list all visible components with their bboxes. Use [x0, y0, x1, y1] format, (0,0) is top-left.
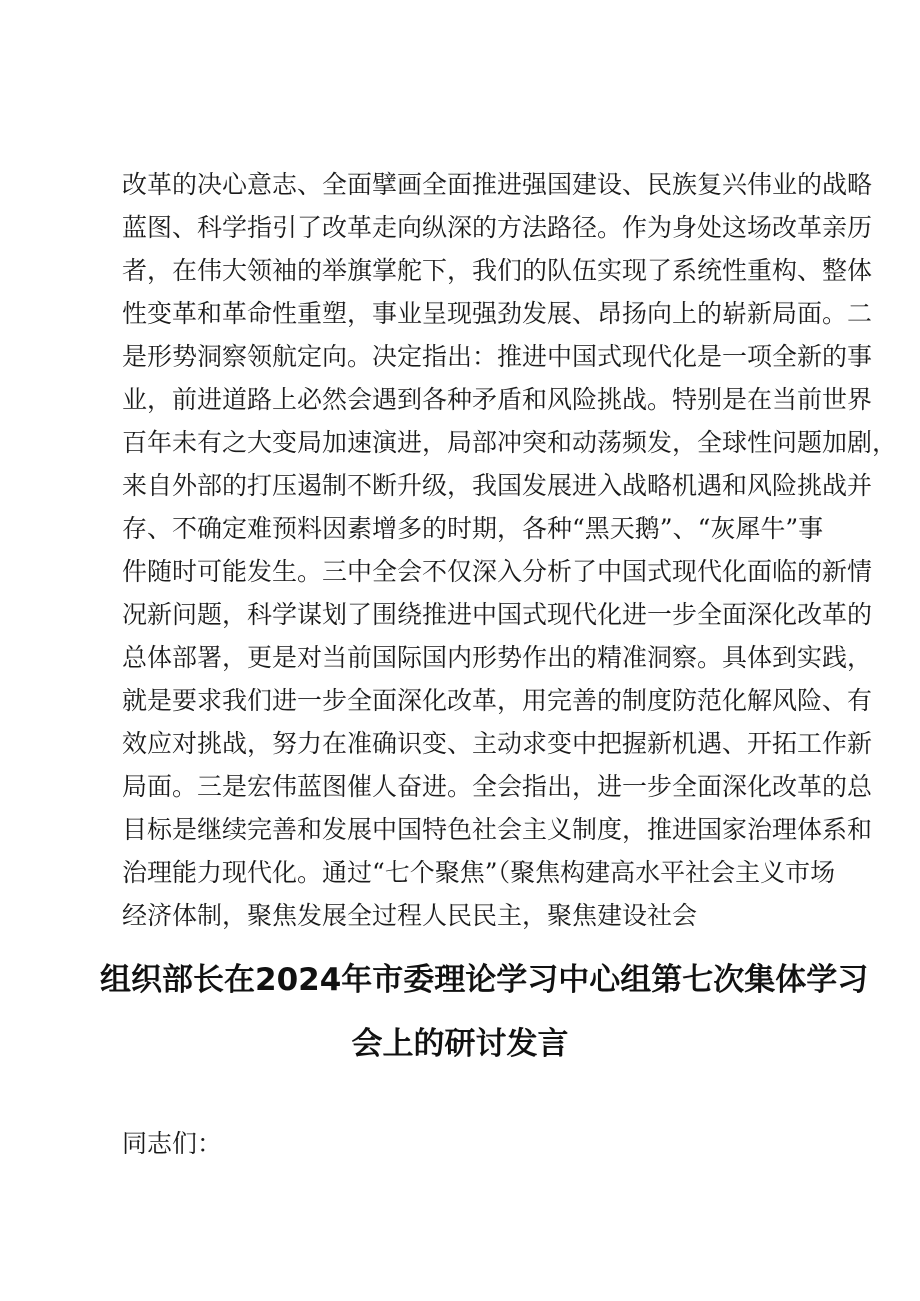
speech-title-line-1: 组织部长在2024年市委理论学习中心组第七次集体学习: [100, 962, 869, 998]
body-line: 是形势洞察领航定向。决定指出：推进中国式现代化是一项全新的事: [122, 342, 873, 371]
body-line: 百年未有之大变局加速演进，局部冲突和动荡频发，全球性问题加剧，: [122, 428, 898, 457]
body-line: 治理能力现代化。通过“七个聚焦”（聚焦构建高水平社会主义市场: [122, 858, 836, 887]
speech-title-line-2: 会上的研讨发言: [351, 1026, 569, 1062]
body-line: 经济体制，聚焦发展全过程人民民主，聚焦建设社会: [122, 901, 698, 930]
previous-section-text: [122, 163, 898, 937]
body-line: 就是要求我们进一步全面深化改革，用完善的制度防范化解风险、有: [122, 686, 873, 715]
body-line: 效应对挑战，努力在准确识变、主动求变中把握新机遇、开拓工作新: [122, 729, 873, 758]
body-line: 者，在伟大领袖的举旗掌舵下，我们的队伍实现了系统性重构、整体: [122, 256, 873, 285]
body-line: 蓝图、科学指引了改革走向纵深的方法路径。作为身处这场改革亲历: [122, 213, 873, 242]
body-line: 来自外部的打压遏制不断升级，我国发展进入战略机遇和风险挑战并: [122, 471, 873, 500]
body-line: 况新问题，科学谋划了围绕推进中国式现代化进一步全面深化改革的: [122, 600, 873, 629]
body-line: 目标是继续完善和发展中国特色社会主义制度，推进国家治理体系和: [122, 815, 873, 844]
body-line: 改革的决心意志、全面擘画全面推进强国建设、民族复兴伟业的战略: [122, 170, 873, 199]
salutation: 同志们：: [122, 1129, 223, 1158]
body-line: 总体部署，更是对当前国际国内形势作出的精准洞察。具体到实践，: [122, 643, 873, 672]
body-line: 件随时可能发生。三中全会不仅深入分析了中国式现代化面临的新情: [122, 557, 873, 586]
body-line: 局面。三是宏伟蓝图催人奋进。全会指出，进一步全面深化改革的总: [122, 772, 873, 801]
body-line: 存、不确定难预料因素增多的时期，各种“黑天鹅”、“灰犀牛”事: [122, 514, 824, 543]
body-line: 业，前进道路上必然会遇到各种矛盾和风险挑战。特别是在当前世界: [122, 385, 873, 414]
body-line: 性变革和革命性重塑，事业呈现强劲发展、昂扬向上的崭新局面。二: [122, 299, 873, 328]
